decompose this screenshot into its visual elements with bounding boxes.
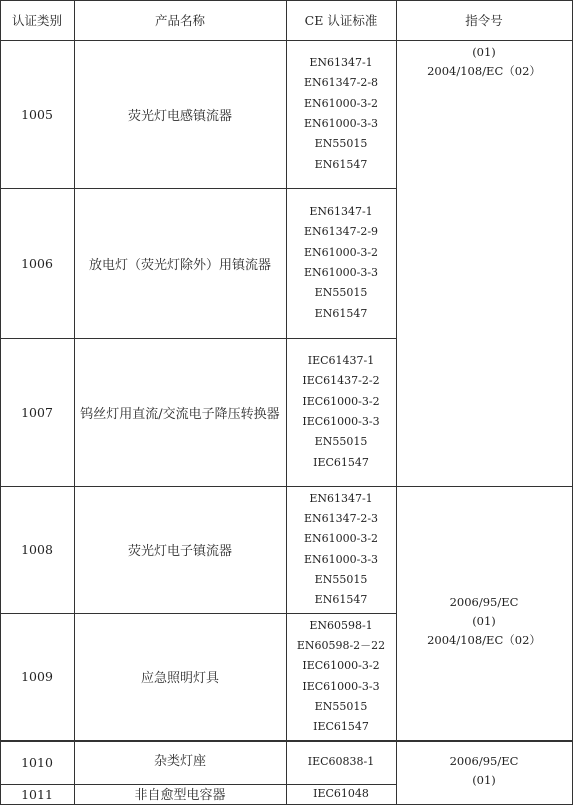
row-code: 1008 — [21, 542, 53, 557]
directive-line: (01) — [472, 613, 496, 628]
standard-item: EN61547 — [314, 157, 368, 171]
directive-line: 2004/108/EC（02） — [427, 632, 541, 647]
standard-item: EN61347-2-8 — [303, 76, 379, 90]
directive-cell — [396, 740, 572, 804]
standard-item: EN61347-1 — [309, 205, 373, 219]
standard-item: IEC61547 — [313, 455, 369, 469]
row-product: 杂类灯座 — [153, 754, 206, 769]
row-product: 荧光灯电子镇流器 — [127, 544, 232, 559]
directive-cell — [396, 40, 572, 486]
row-code: 1005 — [21, 106, 53, 122]
row-standards — [286, 338, 396, 486]
header-product: 产品名称 — [154, 13, 205, 28]
header-category: 认证类别 — [11, 13, 62, 28]
directive-line: 2004/108/EC（02） — [427, 64, 541, 78]
row-standards — [286, 40, 396, 188]
standard-item: EN61347-1 — [309, 491, 373, 505]
row-code: 1007 — [21, 404, 53, 420]
table-divider — [396, 0, 397, 805]
standard-item: IEC60838-1 — [307, 754, 375, 768]
table-border-right — [572, 0, 573, 805]
directive-line: (01) — [472, 773, 496, 787]
standard-item: EN61000-3-2 — [303, 532, 379, 546]
row-standards — [286, 613, 396, 740]
row-product: 钨丝灯用直流/交流电子降压转换器 — [80, 406, 280, 422]
row-code: 1009 — [21, 669, 53, 684]
standard-item: EN60598-2－22 — [296, 638, 386, 652]
row-standards — [286, 740, 396, 784]
standard-item: EN61347-2-3 — [303, 511, 379, 525]
standard-item: IEC61547 — [313, 720, 369, 734]
standard-item: EN61000-3-2 — [303, 96, 379, 110]
row-code: 1010 — [21, 754, 53, 770]
table-divider — [0, 784, 396, 785]
standard-item: EN60598-1 — [309, 618, 373, 632]
row-standards — [286, 784, 396, 804]
row-standards — [286, 188, 396, 338]
table-border-left — [0, 0, 1, 805]
table-divider — [74, 0, 75, 805]
row-product: 非自愈型电容器 — [134, 788, 226, 803]
standard-item: IEC61048 — [313, 786, 369, 800]
standard-item: EN61547 — [314, 306, 368, 320]
standard-item: EN61547 — [314, 593, 368, 607]
directive-line: 2006/95/EC — [449, 594, 519, 609]
standard-item: EN61347-1 — [309, 56, 373, 70]
row-product: 应急照明灯具 — [140, 671, 219, 686]
directive-line: (01) — [472, 45, 496, 59]
standard-item: IEC61437-1 — [307, 354, 375, 368]
standard-item: EN61000-3-3 — [303, 266, 379, 279]
standard-item: EN55015 — [314, 572, 368, 586]
table-divider — [0, 338, 396, 339]
standard-item: EN61000-3-2 — [303, 245, 379, 259]
table-divider — [0, 188, 396, 189]
row-product: 放电灯（荧光灯除外）用镇流器 — [88, 257, 271, 273]
row-code: 1006 — [21, 255, 53, 271]
standard-item: EN61347-2-9 — [303, 225, 379, 239]
standard-item: IEC61000-3-2 — [302, 394, 380, 408]
standard-item: EN61000-3-3 — [303, 552, 379, 566]
table-divider — [286, 0, 287, 805]
row-code: 1011 — [21, 786, 53, 802]
standard-item: IEC61000-3-2 — [302, 659, 380, 673]
table-divider — [0, 613, 396, 614]
directive-cell — [396, 486, 572, 740]
header-ce-standard: CE 认证标准 — [304, 13, 378, 28]
standard-item: EN55015 — [314, 286, 368, 300]
row-standards — [286, 486, 396, 613]
standard-item: IEC61000-3-3 — [302, 679, 380, 693]
standard-item: IEC61000-3-3 — [302, 415, 380, 428]
directive-line: 2006/95/EC — [449, 754, 519, 768]
standard-item: EN55015 — [314, 435, 368, 449]
row-product: 荧光灯电感镇流器 — [127, 108, 232, 124]
standard-item: EN55015 — [314, 137, 368, 151]
header-directive: 指令号 — [465, 13, 503, 28]
standard-item: EN55015 — [314, 699, 368, 713]
standard-item: IEC61437-2-2 — [302, 374, 380, 388]
standard-item: EN61000-3-3 — [303, 117, 379, 130]
